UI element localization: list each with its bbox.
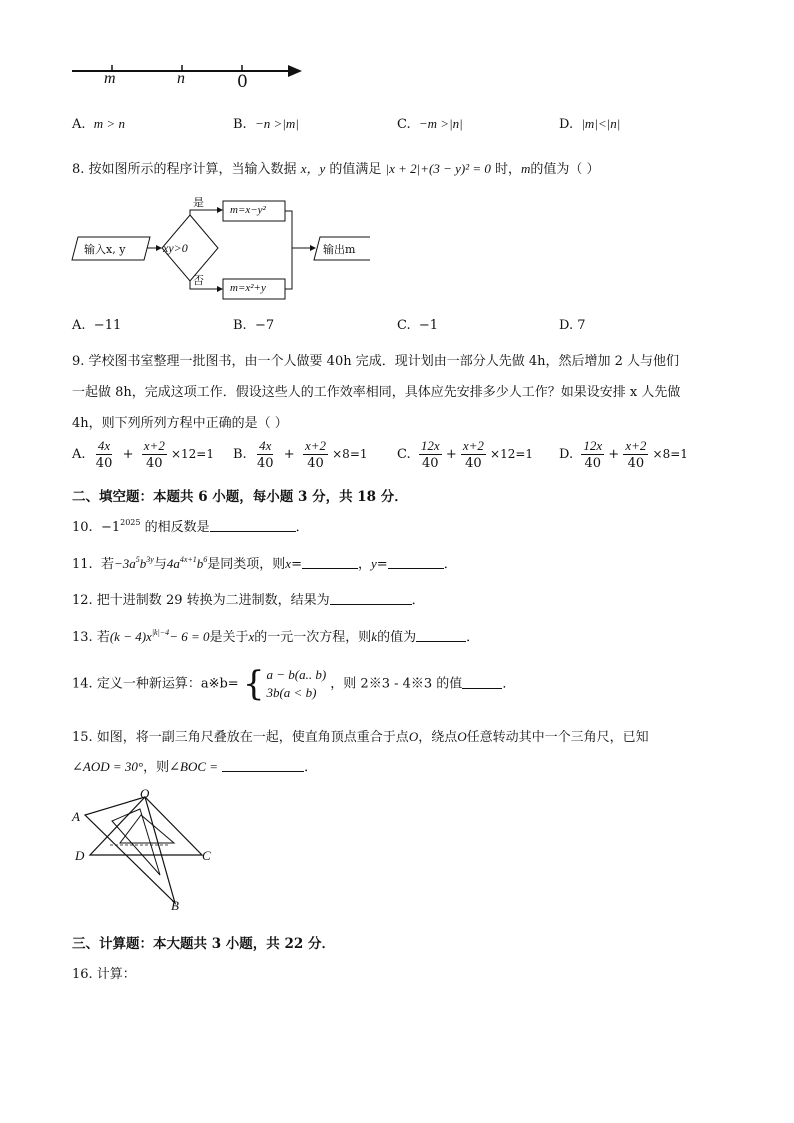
numberline-label-zero: 0 xyxy=(237,72,248,92)
q9-line2: 一起做 8h，完成这项工作．假设这些人的工作效率相同，具体应先安排多少人工作？如果设安排 x 人先做 xyxy=(72,385,681,400)
q10: 10. $-1^{2025}$ 的相反数是 ． xyxy=(72,518,309,535)
q15-line1: 15. 如图，将一副三角尺叠放在一起，使直角顶点重合于点O，绕点O任意转动其中一个三角尺，已知 xyxy=(72,729,649,745)
section-2-heading: 二、填空题：本题共 6 小题，每小题 3 分，共 18 分． xyxy=(72,489,408,505)
flowchart-output: 输出m xyxy=(323,243,356,256)
q12: 12. 把十进制数 29 转换为二进制数，结果为 ． xyxy=(72,593,425,608)
q7-option-d[interactable]: D. |m|<|n| xyxy=(559,116,621,132)
q9-line1: 9. 学校图书室整理一批图书，由一个人做要 40h 完成．现计划由一部分人先做 4h，然后增加 2 人与他们 xyxy=(72,354,680,369)
q7-option-c[interactable]: C. −m >|n| xyxy=(397,116,463,132)
q9-option-d[interactable]: D. $\frac{12x}{40}$ + $\frac{x+2}{40}$ ×8=1 xyxy=(559,438,688,471)
q12-answer-blank[interactable] xyxy=(330,592,412,605)
q16: 16. 计算： xyxy=(72,967,136,982)
flowchart-decision: xy>0 xyxy=(163,241,188,255)
figure-label-b: B xyxy=(171,898,179,913)
q7-option-a[interactable]: A. m > n xyxy=(72,116,125,132)
flowchart-yes: 是 xyxy=(193,196,204,209)
q9-line3: 4h，则下列所列方程中正确的是（ ） xyxy=(72,416,288,431)
q11-y-blank[interactable] xyxy=(388,556,444,569)
flowchart-bottom-box: m=x²+y xyxy=(230,282,266,294)
q8-stem: 8. 按如图所示的程序计算，当输入数据 x，y 的值满足 |x + 2|+(3 − y)² = 0 时，m的值为（ ） xyxy=(72,161,600,177)
q8-option-d[interactable]: D. 7 xyxy=(559,318,586,333)
numberline-label-m: m xyxy=(104,70,116,87)
section-3-heading: 三、计算题：本大题共 3 小题，共 22 分． xyxy=(72,936,335,952)
flowchart-no: 否 xyxy=(193,274,204,287)
q10-answer-blank[interactable] xyxy=(210,519,296,532)
q13: 13. 若$(k - 4)x^{|k|-4}- 6 = 0$是关于x的一元一次方程，则k的值为 ． xyxy=(72,628,480,645)
q13-answer-blank[interactable] xyxy=(416,629,466,642)
q9-option-a[interactable]: A. $\frac{4x}{40}$ + $\frac{x+2}{40}$ ×12=1 xyxy=(72,438,214,471)
q14-answer-blank[interactable] xyxy=(462,676,502,689)
flowchart-input: 输入x, y xyxy=(84,243,126,256)
q9-option-c[interactable]: C. $\frac{12x}{40}$ + $\frac{x+2}{40}$ ×12=1 xyxy=(397,438,534,471)
figure-label-c: C xyxy=(202,848,211,863)
figure-label-o: O xyxy=(140,786,150,801)
numberline-label-n: n xyxy=(177,70,185,87)
q8-option-b[interactable]: B. −7 xyxy=(233,318,275,333)
figure-label-d: D xyxy=(75,848,85,863)
q8-option-a[interactable]: A. −11 xyxy=(72,318,122,333)
q14: 14. 定义一种新运算：a※b= { a − b(a.. b) 3b(a < b) ，则 2※3 - 4※3 的值 ． xyxy=(72,664,516,704)
q11-x-blank[interactable] xyxy=(302,556,358,569)
q7-option-b[interactable]: B. −n >|m| xyxy=(233,116,299,132)
q8-option-c[interactable]: C. −1 xyxy=(397,318,439,333)
q15-answer-blank[interactable] xyxy=(222,759,304,772)
piecewise-definition: { a − b(a.. b) 3b(a < b) xyxy=(242,664,327,704)
q11: 11. 若$-3a^5b^{3y}$与$4a^{4x+1}b^6$是同类项，则x= ，y= ． xyxy=(72,555,457,572)
q9-option-b[interactable]: B. $\frac{4x}{40}$ + $\frac{x+2}{40}$ ×8=1 xyxy=(233,438,368,471)
flowchart-top-box: m=x−y² xyxy=(230,204,266,216)
q15-line2: ∠AOD = 30°，则∠BOC = ． xyxy=(72,759,318,775)
figure-label-a: A xyxy=(72,809,80,824)
